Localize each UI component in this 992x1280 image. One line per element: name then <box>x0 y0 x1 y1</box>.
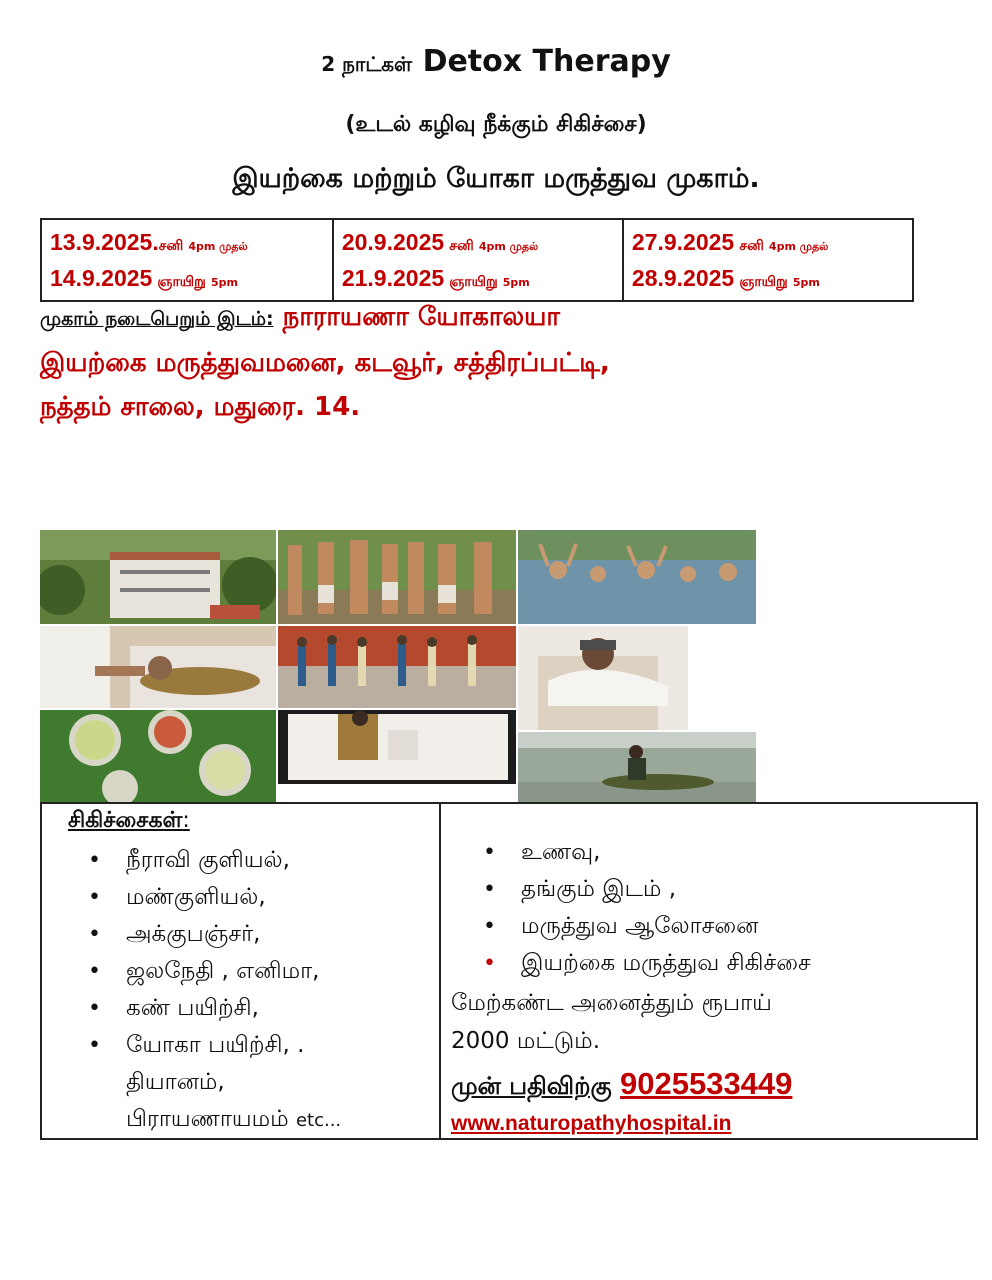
start-date: 27.9.2025 <box>631 229 735 255</box>
treatment-continuation-last <box>78 1101 341 1139</box>
schedule-cell-1 <box>41 219 333 301</box>
etc-label: etc... <box>295 1110 342 1131</box>
photo-therapy-room <box>278 710 516 784</box>
venue-address-line-2: நத்தம் சாலை, மதுரை. 14. <box>40 392 361 422</box>
include-name: தங்கும் இடம் , <box>521 876 677 902</box>
include-name: உணவு, <box>521 839 601 865</box>
end-time: 5pm <box>210 276 238 289</box>
photo-patient-treatment <box>40 626 276 708</box>
start-day: சனி <box>449 238 474 254</box>
photo-patients-group <box>278 530 516 624</box>
list-item: • தங்கும் இடம் , <box>483 876 677 902</box>
start-date: 13.9.2025. <box>50 229 159 255</box>
venue-label: முகாம் நடைபெறும் இடம்: <box>40 308 274 330</box>
website-link[interactable]: www.naturopathyhospital.in <box>451 1112 732 1135</box>
list-item: • கண் பயிற்சி, <box>88 995 259 1021</box>
treatment-continuation: தியானம், <box>126 1069 225 1095</box>
end-time: 5pm <box>502 276 530 289</box>
list-item: • மண்குளியல், <box>88 884 266 910</box>
photo-healthy-food <box>40 710 276 802</box>
schedule-table <box>40 218 914 302</box>
phone-number-link[interactable]: 9025533449 <box>620 1066 793 1101</box>
days-prefix: 2 நாட்கள் <box>321 52 413 76</box>
booking-line <box>451 1066 792 1103</box>
treatment-name: நீராவி குளியல், <box>126 847 290 873</box>
treatment-name: அக்குபஞ்சர், <box>126 921 261 947</box>
end-day: ஞாயிறு <box>157 274 206 290</box>
booking-label: முன் பதிவிற்கு <box>451 1072 612 1100</box>
end-date: 21.9.2025 <box>341 265 445 291</box>
price-line-1: மேற்கண்ட அனைத்தும் ரூபாய் <box>451 990 772 1016</box>
treatment-name: ஜலநேதி , எனிமா, <box>126 958 320 984</box>
start-time: 4pm முதல் <box>768 240 829 253</box>
title-english: Detox Therapy <box>422 44 671 79</box>
price-text <box>451 984 772 1060</box>
list-item: • யோகா பயிற்சி, . <box>88 1032 305 1058</box>
treatments-heading: சிகிச்சைகள்: <box>68 808 190 833</box>
poster-title <box>0 44 992 79</box>
end-day: ஞாயிறு <box>739 274 788 290</box>
treatments-heading-text: சிகிச்சைகள் <box>68 808 183 833</box>
venue-name: நாராயணா யோகாலயா <box>282 302 560 332</box>
treatments-box <box>40 802 440 1140</box>
price-line-2: 2000 மட்டும். <box>451 1028 601 1054</box>
treatment-continuation-text: பிராயணாயமம் <box>126 1106 289 1132</box>
start-time: 4pm முதல் <box>188 240 248 253</box>
photo-collage <box>40 530 756 802</box>
list-item: • நீராவி குளியல், <box>88 847 290 873</box>
end-day: ஞாயிறு <box>449 274 498 290</box>
camp-title: இயற்கை மற்றும் யோகா மருத்துவ முகாம். <box>232 163 760 194</box>
schedule-cell-2 <box>333 219 623 301</box>
include-name: மருத்துவ ஆலோசனை <box>521 913 759 939</box>
treatment-name: மண்குளியல், <box>126 884 266 910</box>
end-date: 14.9.2025 <box>50 265 153 291</box>
start-date: 20.9.2025 <box>341 229 445 255</box>
photo-yoga-hall <box>278 626 516 708</box>
photo-pool-bathing <box>518 530 756 624</box>
list-item: • ஜலநேதி , எனிமா, <box>88 958 320 984</box>
start-time: 4pm முதல் <box>478 240 539 253</box>
list-item: • உணவு, <box>483 839 601 865</box>
list-item: • இயற்கை மருத்துவ சிகிச்சை <box>483 950 811 976</box>
list-item: • அக்குபஞ்சர், <box>88 921 261 947</box>
schedule-cell-3 <box>623 219 913 301</box>
end-time: 5pm <box>792 276 820 289</box>
treatment-name: யோகா பயிற்சி, . <box>126 1032 305 1058</box>
includes-list <box>477 834 811 982</box>
start-day: சனி <box>739 238 764 254</box>
treatments-list <box>78 842 341 1139</box>
photo-steam-bath <box>518 626 688 730</box>
poster-subtitle: (உடல் கழிவு நீக்கும் சிகிச்சை) <box>345 112 647 137</box>
list-item: • மருத்துவ ஆலோசனை <box>483 913 759 939</box>
treatment-name: கண் பயிற்சி, <box>126 995 259 1021</box>
photo-mud-bath <box>518 732 756 802</box>
venue-block <box>40 295 960 429</box>
start-day: சனி <box>158 238 184 254</box>
photo-hospital-building <box>40 530 276 624</box>
venue-address-line-1: இயற்கை மருத்துவமனை, கடவூர், சத்திரப்பட்டி, <box>40 348 610 378</box>
end-date: 28.9.2025 <box>631 265 735 291</box>
include-name: இயற்கை மருத்துவ சிகிச்சை <box>521 950 811 976</box>
includes-box <box>440 802 978 1140</box>
